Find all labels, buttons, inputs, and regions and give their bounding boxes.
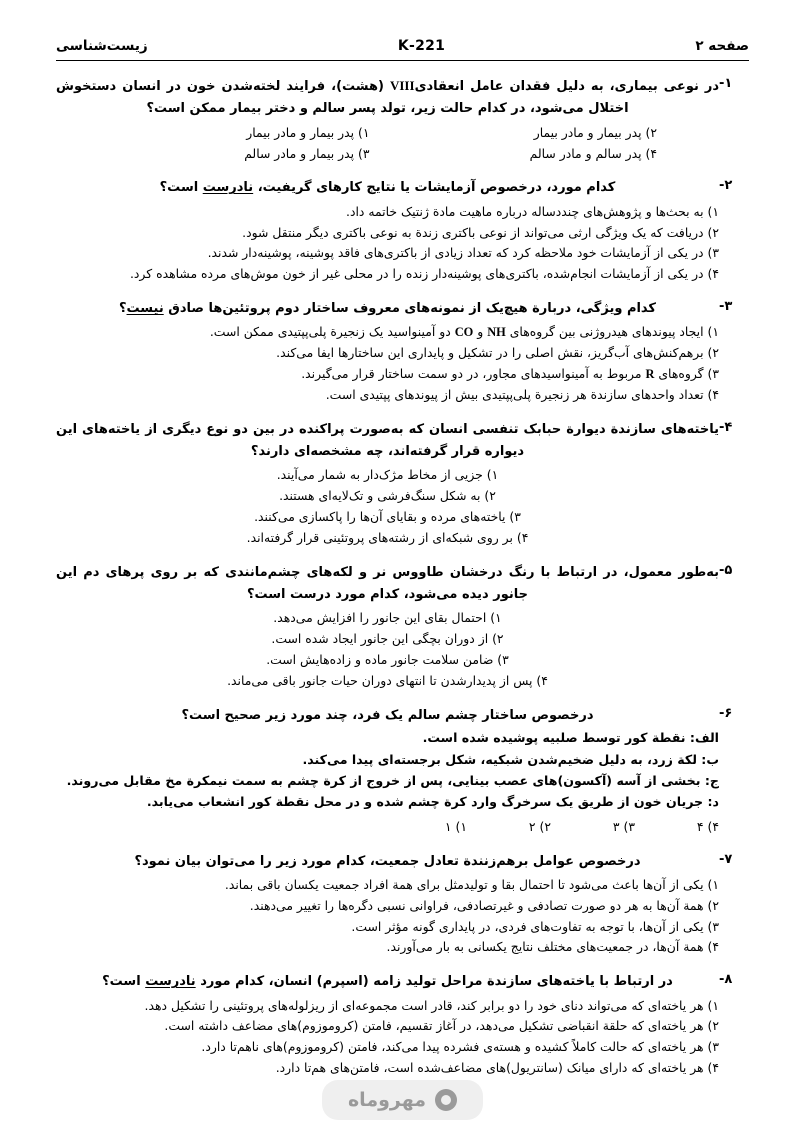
- watermark: [0, 1080, 805, 1120]
- question-number: ۱-: [719, 76, 733, 91]
- choice-option[interactable]: ۲) همة آن‌ها به هر دو صورت تصادفی و غیرتصادفی، فراوانی نسبی دگره‌ها را تغییر می‌دهند.: [249, 897, 719, 913]
- booklet-code: 221-K: [397, 38, 446, 54]
- choice-option[interactable]: ۳) هر یاخته‌ای که حالت کاملاً کشیده و هسته‌ی فشرده پیدا می‌کند، فامتن (کروموزوم)های ناهم‌تا دارد.: [201, 1039, 719, 1055]
- choice-list: [56, 202, 719, 285]
- choice-option[interactable]: ۱) ۱: [444, 818, 467, 834]
- statement-alef: الف: نقطة کور توسط صلبیه پوشیده شده است.: [422, 730, 719, 746]
- choice-option[interactable]: ۱) هر یاخته‌ای که می‌تواند دنای خود را دو برابر کند، قادر است مجموعه‌ای از ریزلوله‌های پروتئینی را تشکیل دهد.: [144, 997, 719, 1013]
- question-body: [56, 971, 719, 1079]
- question-body: [56, 705, 719, 838]
- choice-option[interactable]: ۲) به شکل سنگ‌فرشی و تک‌لایه‌ای هستند.: [279, 488, 496, 504]
- choice-option[interactable]: ۱) پدر بیمار و مادر بیمار: [246, 124, 370, 140]
- choice-option[interactable]: ۱) احتمال بقای این جانور را افزایش می‌دهد.: [273, 610, 502, 626]
- question-body: [56, 419, 719, 549]
- choice-list: [56, 322, 719, 405]
- choice-option[interactable]: ۴) همة آن‌ها، در جمعیت‌های مختلف نتایج یکسانی به بار می‌آورند.: [386, 939, 719, 955]
- question-stem: درخصوص عوامل برهم‌زنندة تعادل جمعیت، کدام مورد زیر را می‌توان بیان نمود؟: [134, 853, 641, 869]
- choice-option[interactable]: ۱) ایجاد پیوندهای هیدروژنی بین گروه‌های NH و CO دو آمینواسید یک زنجیرة پلی‌پپتیدی ممکن است.: [209, 324, 719, 340]
- choice-option[interactable]: ۳) در یکی از آزمایشات خود ملاحظه کرد که تعداد زیادی از باکتری‌های فاقد پوشینه، پوشینه‌دار شدند.: [207, 245, 719, 261]
- question-stem: در نوعی بیماری، به دلیل فقدان عامل انعقادیVIII (هشت)، فرایند لخته‌شدن خون در انسان دستخوش اختلال می‌شود، در کدام حالت زیر، تولد پسر سالم و دختر بیمار ممکن است؟: [56, 78, 720, 117]
- choice-option[interactable]: ۳) ۳: [612, 818, 635, 834]
- choice-option[interactable]: ۴) تعداد واحدهای سازندة هر زنجیرة پلی‌پپتیدی بیش از پیوندهای پپتیدی است.: [325, 386, 719, 402]
- choice-list: [56, 875, 719, 958]
- question-item: [56, 298, 749, 406]
- question-item: [56, 177, 749, 285]
- question-body: [56, 298, 719, 406]
- question-stem: به‌طور معمول، در ارتباط با رنگ درخشان طاووس نر و لکه‌های چشم‌مانندی که بر روی پرهای دم این جانور دیده می‌شود، کدام مورد درست است؟: [56, 564, 719, 603]
- choice-option[interactable]: ۳) یکی از آن‌ها، با توجه به تفاوت‌های فردی، در پایداری گونه مؤثر است.: [351, 918, 719, 934]
- question-number: ۳-: [719, 299, 733, 315]
- choice-option[interactable]: ۲) هر یاخته‌ای که حلقة انقباضی تشکیل می‌دهد، در آغاز تقسیم، فامتن (کروموزوم)های مضاعف داشته است.: [164, 1018, 719, 1034]
- choice-option[interactable]: ۴) هر یاخته‌ای که دارای میانک (سانتریول)های مضاعف‌شده است، فامتن‌های هم‌تا دارد.: [275, 1060, 719, 1076]
- choice-list: [56, 996, 719, 1079]
- choice-row: [56, 144, 719, 165]
- question-stem: کدام ویژگی، دربارة هیچ‌یک از نمونه‌های معروف ساختار دوم پروتئین‌ها صادق نیست؟: [118, 301, 656, 317]
- choice-option[interactable]: ۴) بر روی شبکه‌ای از رشته‌های پروتئینی قرار گرفته‌اند.: [246, 529, 529, 545]
- page-header: [56, 38, 749, 61]
- choice-row: [56, 123, 719, 144]
- question-item: [56, 971, 749, 1079]
- choice-option[interactable]: ۲) برهم‌کنش‌های آب‌گریز، نقش اصلی را در تشکیل و پایداری این ساختارها ایفا می‌کند.: [276, 345, 719, 361]
- choice-option[interactable]: ۲) دریافت که یک ویژگی ارثی می‌تواند از نوعی باکتری زندة به نوعی باکتری دیگر منتقل شود.: [242, 224, 719, 240]
- choice-list: [56, 817, 719, 838]
- choice-option[interactable]: ۱) یکی از آن‌ها باعث می‌شود تا احتمال بقا و تولیدمثل برای همة افراد جمعیت یکسان باقی بماند.: [224, 876, 719, 892]
- question-stem: در ارتباط با یاخته‌های سازندة مراحل تولید زامه (اسپرم) انسان، کدام مورد نادرست است؟: [102, 974, 673, 990]
- choice-option[interactable]: ۲) پدر بیمار و مادر بیمار: [533, 124, 657, 140]
- question-number: ۸-: [719, 972, 733, 988]
- statement-be: ب: لکة زرد، به دلیل ضخیم‌شدن شبکیه، شکل برجسته‌ای پیدا می‌کند.: [302, 751, 719, 767]
- question-body: [56, 851, 719, 959]
- choice-option[interactable]: ۴) پدر سالم و مادر سالم: [529, 145, 657, 161]
- question-number: ۲-: [719, 178, 733, 194]
- question-number: ۵-: [719, 562, 733, 578]
- question-item: [56, 562, 749, 692]
- question-number: ۴-: [719, 419, 733, 435]
- question-item: [56, 851, 749, 959]
- choice-option[interactable]: ۳) پدر بیمار و مادر سالم: [244, 145, 370, 161]
- question-stem: کدام مورد، درخصوص آزمایشات یا نتایج کارهای گریفیت، نادرست است؟: [159, 180, 616, 196]
- question-number: ۶-: [719, 705, 733, 721]
- question-item: [56, 419, 749, 549]
- choice-list: [56, 465, 719, 548]
- question-number: ۷-: [719, 851, 733, 867]
- statement-jim: ج: بخشی از آسه (آکسون)های عصب بینایی، پس از خروج از کرة چشم به سمت نیمکرة مخ مقابل می‌روند.: [66, 772, 719, 788]
- choice-option[interactable]: ۲) از دوران بچگی این جانور ایجاد شده است.: [271, 631, 504, 647]
- watermark-label: مهروماه: [347, 1089, 427, 1111]
- page-number: صفحه ۲: [695, 38, 749, 54]
- choice-option[interactable]: ۱) به بحث‌ها و پژوهش‌های چنددساله درباره ماهیت مادة ژنتیک خاتمه داد.: [346, 203, 719, 219]
- choice-option[interactable]: ۲) ۲: [528, 818, 551, 834]
- statement-dal: د: جریان خون از طریق یک سرخرگ وارد کرة چشم شده و در محل نقطة کور انشعاب می‌یابد.: [146, 794, 719, 810]
- choice-option[interactable]: ۱) جزیی از مخاط مژک‌دار به شمار می‌آیند.: [276, 467, 499, 483]
- choice-option[interactable]: ۳) یاخته‌های مرده و بقایای آن‌ها را پاکسازی می‌کنند.: [254, 509, 521, 525]
- choice-list: [56, 123, 719, 165]
- mehromah-logo-icon: [435, 1089, 457, 1111]
- subject-title: زیست‌شناسی: [56, 38, 148, 54]
- question-item: [56, 75, 749, 164]
- question-stem: درخصوص ساختار چشم سالم یک فرد، چند مورد زیر صحیح است؟: [181, 707, 594, 723]
- question-stem: یاخته‌های سازندة دیوارة حبابک تنفسی انسان که به‌صورت پراکنده در بین دو نوع دیگری از یاخته‌های این دیواره قرار گرفته‌اند، چه مشخصه‌ای دارند؟: [56, 421, 719, 460]
- question-item: [56, 705, 749, 838]
- choice-option[interactable]: ۳) گروه‌های R مربوط به آمینواسیدهای مجاور، در دو سمت ساختار قرار می‌گیرند.: [301, 366, 719, 382]
- choice-option[interactable]: ۴) در یکی از آزمایشات انجام‌شده، باکتری‌های پوشینه‌دار زنده را در محلی غیر از خون موش‌های مرده مشاهده کرد.: [129, 266, 719, 282]
- choice-option[interactable]: ۴) ۴: [696, 818, 719, 834]
- question-body: [56, 177, 719, 285]
- question-body: [56, 75, 719, 164]
- choice-option[interactable]: ۳) ضامن سلامت جانور ماده و زاده‌هایش است.: [266, 652, 509, 668]
- choice-option[interactable]: ۴) پس از پدیدارشدن تا انتهای دوران حیات جانور باقی می‌ماند.: [227, 672, 548, 688]
- choice-list: [56, 608, 719, 691]
- watermark-badge: [322, 1080, 483, 1120]
- question-body: [56, 562, 719, 692]
